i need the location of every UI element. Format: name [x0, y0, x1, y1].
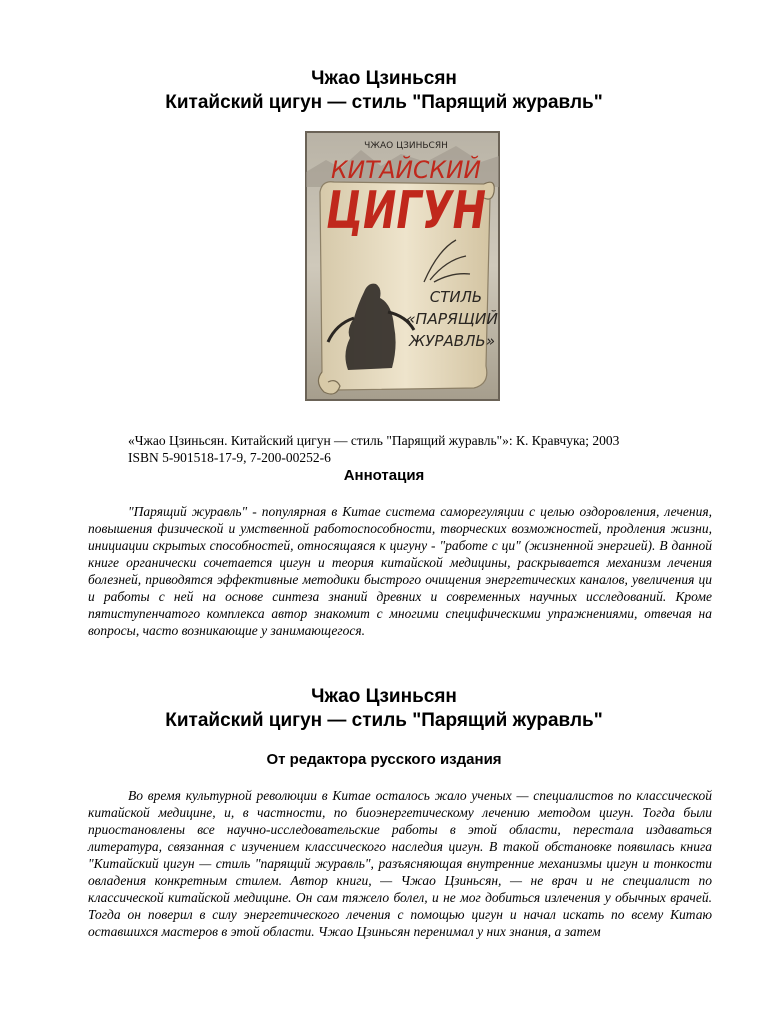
book-author: Чжао Цзиньсян — [311, 68, 457, 89]
biblio-line-isbn: ISBN 5-901518-17-9, 7-200-00252-6 — [128, 450, 331, 465]
section2-title: Китайский цигун — стиль "Парящий журавль" — [165, 710, 603, 731]
book-cover-illustration — [306, 132, 499, 400]
book-header — [0, 67, 768, 115]
editor-foreword-heading: От редактора русского издания — [266, 751, 502, 768]
cover-style-line2: «ПАРЯЩИЙ — [406, 310, 496, 328]
cover-style-line3: ЖУРАВЛЬ» — [407, 332, 495, 350]
cover-author: ЧЖАО ЦЗИНЬСЯН — [364, 141, 448, 151]
cover-title-line2: ЦИГУН — [326, 181, 486, 241]
cover-title-line1: КИТАЙСКИЙ — [331, 156, 485, 184]
book-cover-image — [306, 132, 499, 400]
biblio-line-citation: «Чжао Цзиньсян. Китайский цигун — стиль "Парящий журавль"»: К. Кравчука; 2003 — [128, 433, 620, 448]
cover-style-line1: СТИЛЬ — [429, 288, 483, 306]
annotation-paragraph: "Парящий журавль" - популярная в Китае система саморегуляции с целью оздоровления, лечения, повышения физической и умственной работоспособности, творческих возможностей, продления жизни, инициации скрытых способностей, относящаяся к цигуну - "работе с ци" (жизненной энергией). В данной книге органически сочетается цигун и теория китайской медицины, раскрывается механизм лечения болезней, приводятся эффективные методики быстрого очищения энергетических каналов, увеличения ци и работы с ней на основе синтеза знаний древних и современных научных исследований. Кроме пятиступенчатого комплекса автор знакомит с многими специфическими упражнениями, отвечая на вопросы, часто возникающие у занимающегося. — [88, 504, 712, 638]
bibliographic-info — [128, 432, 708, 466]
editor-foreword-paragraph: Во время культурной революции в Китае осталось жало ученых — специалистов по классической китайской медицине, и, в частности, по биоэнергетическому лечению методом цигун. Тогда были приостановлены все научно-исследовательские работы в этой области, перестала издаваться литература, связанная с изучением классического наследия цигун. В такой обстановке появилась книга "Китайский цигун — стиль "парящий журавль", разъясняющая внутренние механизмы цигун и тонкости овладения конкретным стилем. Автор книги, — Чжао Цзиньсян, — не врач и не специалист по классической китайской медицине. Он сам тяжело болел, и не мог добиться излечения у обычных врачей. Тогда он поверил в силу энергетического лечения с помощью цигун и начал искать по всему Китаю оставшихся мастеров в этой области. Чжао Цзиньсян перенимал у них знания, а затем — [88, 788, 712, 939]
annotation-heading: Аннотация — [343, 467, 425, 484]
section2-header — [0, 685, 768, 733]
book-title: Китайский цигун — стиль "Парящий журавль" — [165, 92, 603, 113]
section2-author: Чжао Цзиньсян — [311, 686, 457, 707]
